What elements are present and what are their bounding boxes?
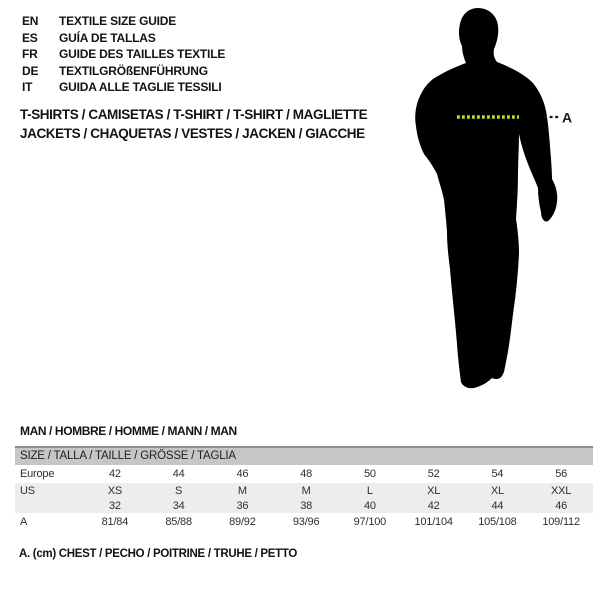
table-cell: 109/112 xyxy=(542,516,580,528)
table-cell: XS xyxy=(83,483,147,498)
table-cell: 105/108 xyxy=(478,516,517,528)
table-row-us-letters xyxy=(15,483,593,498)
table-cell: M xyxy=(274,483,338,498)
table-cell: 42 xyxy=(108,468,121,480)
table-cell: 54 xyxy=(491,468,504,480)
language-code: DE xyxy=(22,63,39,78)
row-label-a: A xyxy=(20,516,28,528)
language-row-en xyxy=(22,13,225,30)
guide-title-fr: GUIDE DES TAILLES TEXTILE xyxy=(59,47,226,62)
garment-categories xyxy=(20,106,367,143)
guide-title-es: GUÍA DE TALLAS xyxy=(59,30,156,45)
table-cell: 36 xyxy=(211,498,275,513)
table-cell: 50 xyxy=(363,468,376,480)
table-cell: S xyxy=(147,483,211,498)
table-cell: XXL xyxy=(529,483,593,498)
language-list xyxy=(22,13,225,96)
table-cell: M xyxy=(211,483,275,498)
guide-title-en: TEXTILE SIZE GUIDE xyxy=(59,14,177,29)
table-cell: 101/104 xyxy=(414,516,453,528)
table-cell: 48 xyxy=(300,468,313,480)
category-jackets: JACKETS / CHAQUETAS / VESTES / JACKEN / GIACCHE xyxy=(20,125,365,141)
language-row-fr xyxy=(22,46,225,63)
language-code: FR xyxy=(22,47,38,62)
row-label-empty xyxy=(15,498,83,513)
table-cell: 44 xyxy=(466,498,530,513)
table-cell: XL xyxy=(402,483,466,498)
table-row-chest-cm xyxy=(15,513,593,531)
section-title-man: MAN / HOMBRE / HOMME / MANN / MAN xyxy=(20,424,237,438)
table-header-row xyxy=(15,447,593,465)
table-cell: 81/84 xyxy=(101,516,129,528)
language-code: IT xyxy=(22,80,33,95)
table-cell: 44 xyxy=(172,468,185,480)
table-cell: 46 xyxy=(236,468,249,480)
language-row-es xyxy=(22,30,225,47)
table-cell: 34 xyxy=(147,498,211,513)
language-row-de xyxy=(22,63,225,80)
table-cell: 32 xyxy=(83,498,147,513)
guide-title-it: GUIDA ALLE TAGLIE TESSILI xyxy=(59,80,222,95)
table-cell: 89/92 xyxy=(229,516,256,528)
table-cell: 42 xyxy=(402,498,466,513)
table-cell: 40 xyxy=(338,498,402,513)
table-row-us-numbers xyxy=(15,498,593,513)
measure-label-a: A xyxy=(562,109,573,126)
table-cell: XL xyxy=(466,483,530,498)
table-cell: 85/88 xyxy=(165,516,192,528)
row-label-europe: Europe xyxy=(20,468,55,480)
table-cell: 38 xyxy=(274,498,338,513)
table-cell: 52 xyxy=(427,468,440,480)
guide-title-de: TEXTILGRÖßENFÜHRUNG xyxy=(59,63,208,78)
table-cell: L xyxy=(338,483,402,498)
language-row-it xyxy=(22,79,225,96)
table-cell: 46 xyxy=(529,498,593,513)
table-cell: 56 xyxy=(555,468,568,480)
language-code: ES xyxy=(22,30,38,45)
size-header-label: SIZE / TALLA / TAILLE / GRÖSSE / TAGLIA xyxy=(15,447,593,465)
category-tshirts: T-SHIRTS / CAMISETAS / T-SHIRT / T-SHIRT / MAGLIETTE xyxy=(20,107,368,122)
language-code: EN xyxy=(22,14,39,29)
table-cell: 93/96 xyxy=(292,516,320,528)
man-silhouette-figure xyxy=(400,4,580,394)
measurement-footnote: A. (cm) CHEST / PECHO / POITRINE / TRUHE / PETTO xyxy=(19,548,298,560)
table-cell: 97/100 xyxy=(353,516,387,528)
man-silhouette xyxy=(415,8,557,388)
row-label-us: US xyxy=(15,483,83,498)
man-silhouette-svg xyxy=(400,4,580,394)
table-row-europe xyxy=(15,465,593,483)
size-table xyxy=(15,446,593,531)
